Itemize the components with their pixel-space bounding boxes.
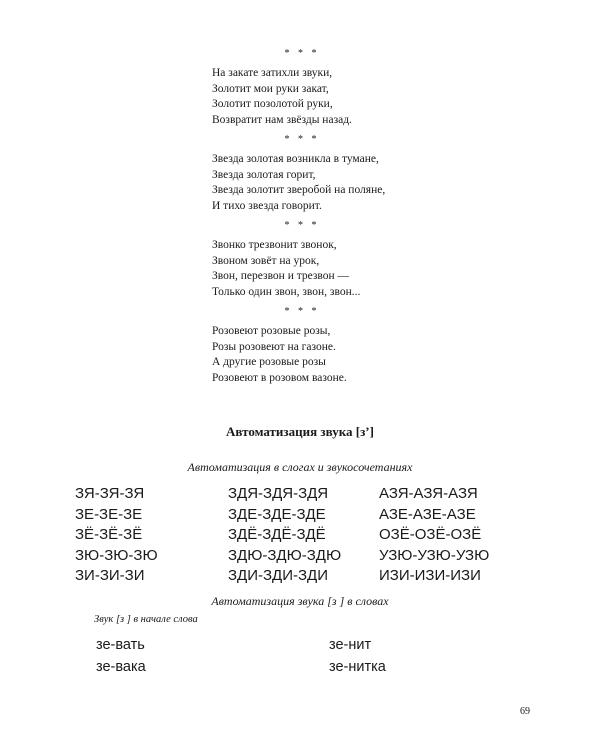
syllable-cell: ЗЯ-ЗЯ-ЗЯ (75, 485, 145, 502)
syllable-cell: ЗДИ-ЗДИ-ЗДИ (228, 567, 328, 584)
syllables-row (75, 525, 545, 546)
syllable-cell: ЗДЕ-ЗДЕ-ЗДЕ (228, 505, 326, 523)
words-subtitle: Автоматизация звука [з ] в словах (211, 594, 389, 608)
syllable-cell: ЗИ-ЗИ-ЗИ (75, 567, 145, 584)
syllable-cell: ЗЮ-ЗЮ-ЗЮ (75, 546, 158, 564)
stars-separator: * * * (284, 134, 320, 145)
words-subsection-heading: Звук [з ] в начале слова (94, 614, 198, 625)
page-number: 69 (520, 706, 530, 717)
stars-separator: * * * (284, 48, 320, 59)
poem-stanza (212, 238, 472, 300)
word-cell: зе-вать (96, 637, 145, 653)
syllable-cell: ЗЁ-ЗЁ-ЗЁ (75, 526, 143, 543)
syllables-table (75, 484, 545, 587)
poem-stanza (212, 66, 472, 128)
poem (212, 220, 472, 300)
poems-block (212, 48, 472, 392)
syllable-cell: ЗЕ-ЗЕ-ЗЕ (75, 505, 143, 523)
word-cell: зе-нит (329, 637, 372, 653)
syllables-row (75, 484, 545, 505)
section-title: Автоматизация звука [з’] (226, 424, 374, 439)
stars-separator: * * * (284, 306, 320, 317)
stars-separator: * * * (284, 220, 320, 231)
syllable-cell: УЗЮ-УЗЮ-УЗЮ (379, 546, 490, 564)
syllable-cell: АЗЕ-АЗЕ-АЗЕ (379, 505, 476, 523)
poem-line: Возвратит нам звёзды назад. (212, 113, 352, 126)
syllables-row (75, 505, 545, 526)
syllable-cell: ЗДЁ-ЗДЁ-ЗДЁ (228, 526, 326, 543)
poem-line: Звезда золотая возникла в тумане, (212, 153, 379, 165)
poem (212, 48, 472, 128)
poem-line: Розовеют розовые розы, (212, 325, 331, 337)
word-cell: зе-вака (96, 659, 146, 675)
poem-line: Золотит мои руки закат, (212, 82, 329, 95)
poem-line: И тихо звезда говорит. (212, 199, 322, 212)
syllables-subtitle: Автоматизация в слогах и звукосочетаниях (187, 460, 413, 474)
syllable-cell: ИЗИ-ИЗИ-ИЗИ (379, 567, 481, 584)
syllable-cell: ЗДЯ-ЗДЯ-ЗДЯ (228, 485, 329, 502)
poem-line: Только один звон, звон, звон... (212, 285, 361, 298)
poem-line: Звезда золотит зверобой на поляне, (212, 184, 386, 196)
words-row (96, 656, 496, 678)
poem-line: Звон, перезвон и трезвон — (212, 270, 350, 282)
poem-line: Розовеют в розовом вазоне. (212, 371, 347, 384)
syllables-row (75, 546, 545, 567)
word-cell: зе-нитка (329, 659, 386, 675)
poem-line: Звонко трезвонит звонок, (212, 239, 337, 251)
syllable-cell: ОЗЁ-ОЗЁ-ОЗЁ (379, 526, 482, 543)
poem-stanza (212, 152, 472, 214)
words-row (96, 634, 496, 656)
poem (212, 306, 472, 386)
poem-line: Золотит позолотой руки, (212, 98, 333, 110)
poem-stanza (212, 324, 472, 386)
poem-line: Розы розовеют на газоне. (212, 340, 336, 353)
poem-line: Звезда золотая горит, (212, 168, 316, 181)
poem-line: Звоном зовёт на урок, (212, 254, 320, 267)
syllables-row (75, 566, 545, 587)
poem-line: А другие розовые розы (212, 356, 326, 368)
poem (212, 134, 472, 214)
syllable-cell: АЗЯ-АЗЯ-АЗЯ (379, 485, 478, 502)
syllable-cell: ЗДЮ-ЗДЮ-ЗДЮ (228, 546, 342, 564)
words-table (96, 634, 496, 678)
poem-line: На закате затихли звуки, (212, 67, 333, 79)
